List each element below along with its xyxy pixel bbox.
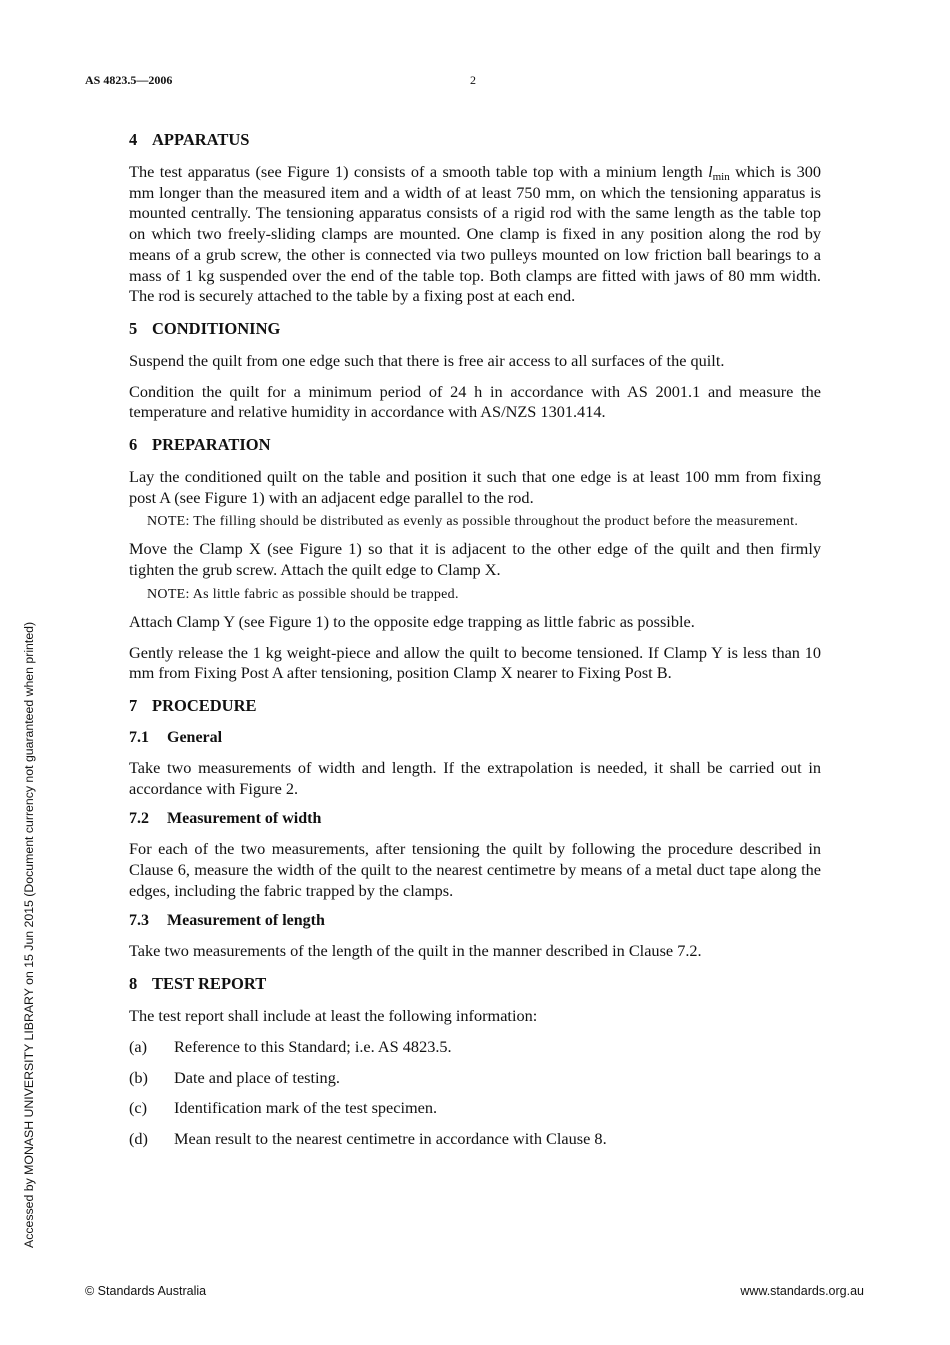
paragraph: Move the Clamp X (see Figure 1) so that it is adjacent to the other edge of the quilt and then firmly tighten the grub screw. Attach the quilt edge to Clamp X. — [129, 539, 821, 580]
paragraph: Lay the conditioned quilt on the table and position it such that one edge is at least 100 mm from fixing post A (see Figure 1) with an adjacent edge parallel to the rod. — [129, 467, 821, 507]
access-notice: Accessed by MONASH UNIVERSITY LIBRARY on 15 Jun 2015 (Document currency not guaranteed when printed) — [22, 621, 36, 1248]
footer-website: www.standards.org.au — [740, 1284, 864, 1298]
list-item: (a) Reference to this Standard; i.e. AS 4823.5. — [129, 1036, 452, 1056]
standard-designation: AS 4823.5—2006 — [85, 73, 173, 87]
section-procedure — [129, 696, 821, 962]
paragraph: Condition the quilt for a minimum period of 24 h in accordance with AS 2001.1 and measure the temperature and relative humidity in accordance with AS/NZS 1301.414. — [129, 381, 821, 422]
list-item: (b) Date and place of testing. — [129, 1067, 340, 1087]
apparatus-paragraph: The test apparatus (see Figure 1) consists of a smooth table top with a minium length $l_{min}$ which is 300 mm longer than the measured item and a width of at least 750 mm, on which the tensioning apparatus is mounted centrally. The tensioning apparatus consists of a rigid rod with the same length as the table top on which two freely-sliding clamps are mounted. One clamp is fixed in any position along the rod by means of a grub screw, the other is connected via two pulleys mounted on low friction ball bearings to a mass of 1 kg suspended over the end of the table top. Both clamps are fitted with jaws of 80 mm width. The rod is securely attached to the table by a fixing post at each end. — [129, 162, 821, 306]
paragraph: Take two measurements of the length of the quilt in the manner described in Clause 7.2. — [129, 941, 702, 961]
section-heading: 4 APPARATUS — [129, 130, 250, 149]
section-preparation — [129, 435, 821, 684]
footer-copyright: © Standards Australia — [85, 1284, 207, 1298]
paragraph: Take two measurements of width and length. If the extrapolation is needed, it shall be carried out in accordance with Figure 2. — [129, 757, 821, 798]
section-heading: 5 CONDITIONING — [129, 318, 281, 338]
paragraph: For each of the two measurements, after tensioning the quilt by following the procedure described in Clause 6, measure the width of the quilt to the nearest centimetre by means of a metal duct tape along the edges, including the fabric trapped by the clamps. — [129, 839, 821, 900]
section-heading: 6 PREPARATION — [129, 435, 271, 455]
section-conditioning — [129, 319, 821, 423]
list-item: (d) Mean result to the nearest centimetre in accordance with Clause 8. — [129, 1128, 607, 1148]
paragraph: Suspend the quilt from one edge such that there is free air access to all surfaces of the quilt. — [129, 350, 725, 370]
document-body — [129, 130, 821, 1162]
paragraph: Attach Clamp Y (see Figure 1) to the opposite edge trapping as little fabric as possible. — [129, 611, 695, 631]
paragraph: Gently release the 1 kg weight-piece and allow the quilt to become tensioned. If Clamp Y is less than 10 mm from Fixing Post A after tensioning, position Clamp X nearer to Fixing Post B. — [129, 642, 821, 683]
list-item: (c) Identification mark of the test specimen. — [129, 1098, 438, 1118]
paragraph: The test report shall include at least the following information: — [129, 1006, 538, 1026]
subsection-heading: 7.3 Measurement of length — [129, 912, 325, 930]
section-heading: 8 TEST REPORT — [129, 974, 267, 994]
page-number: 2 — [470, 73, 476, 87]
note: NOTE: As little fabric as possible should be trapped. — [147, 586, 459, 602]
subsection-heading: 7.1 General — [129, 728, 223, 746]
section-test-report — [129, 974, 821, 1150]
subsection-heading: 7.2 Measurement of width — [129, 810, 322, 828]
note: NOTE: The filling should be distributed as evenly as possible throughout the product before the measurement. — [147, 514, 799, 530]
section-heading: 7 PROCEDURE — [129, 695, 257, 715]
section-apparatus — [129, 130, 821, 307]
